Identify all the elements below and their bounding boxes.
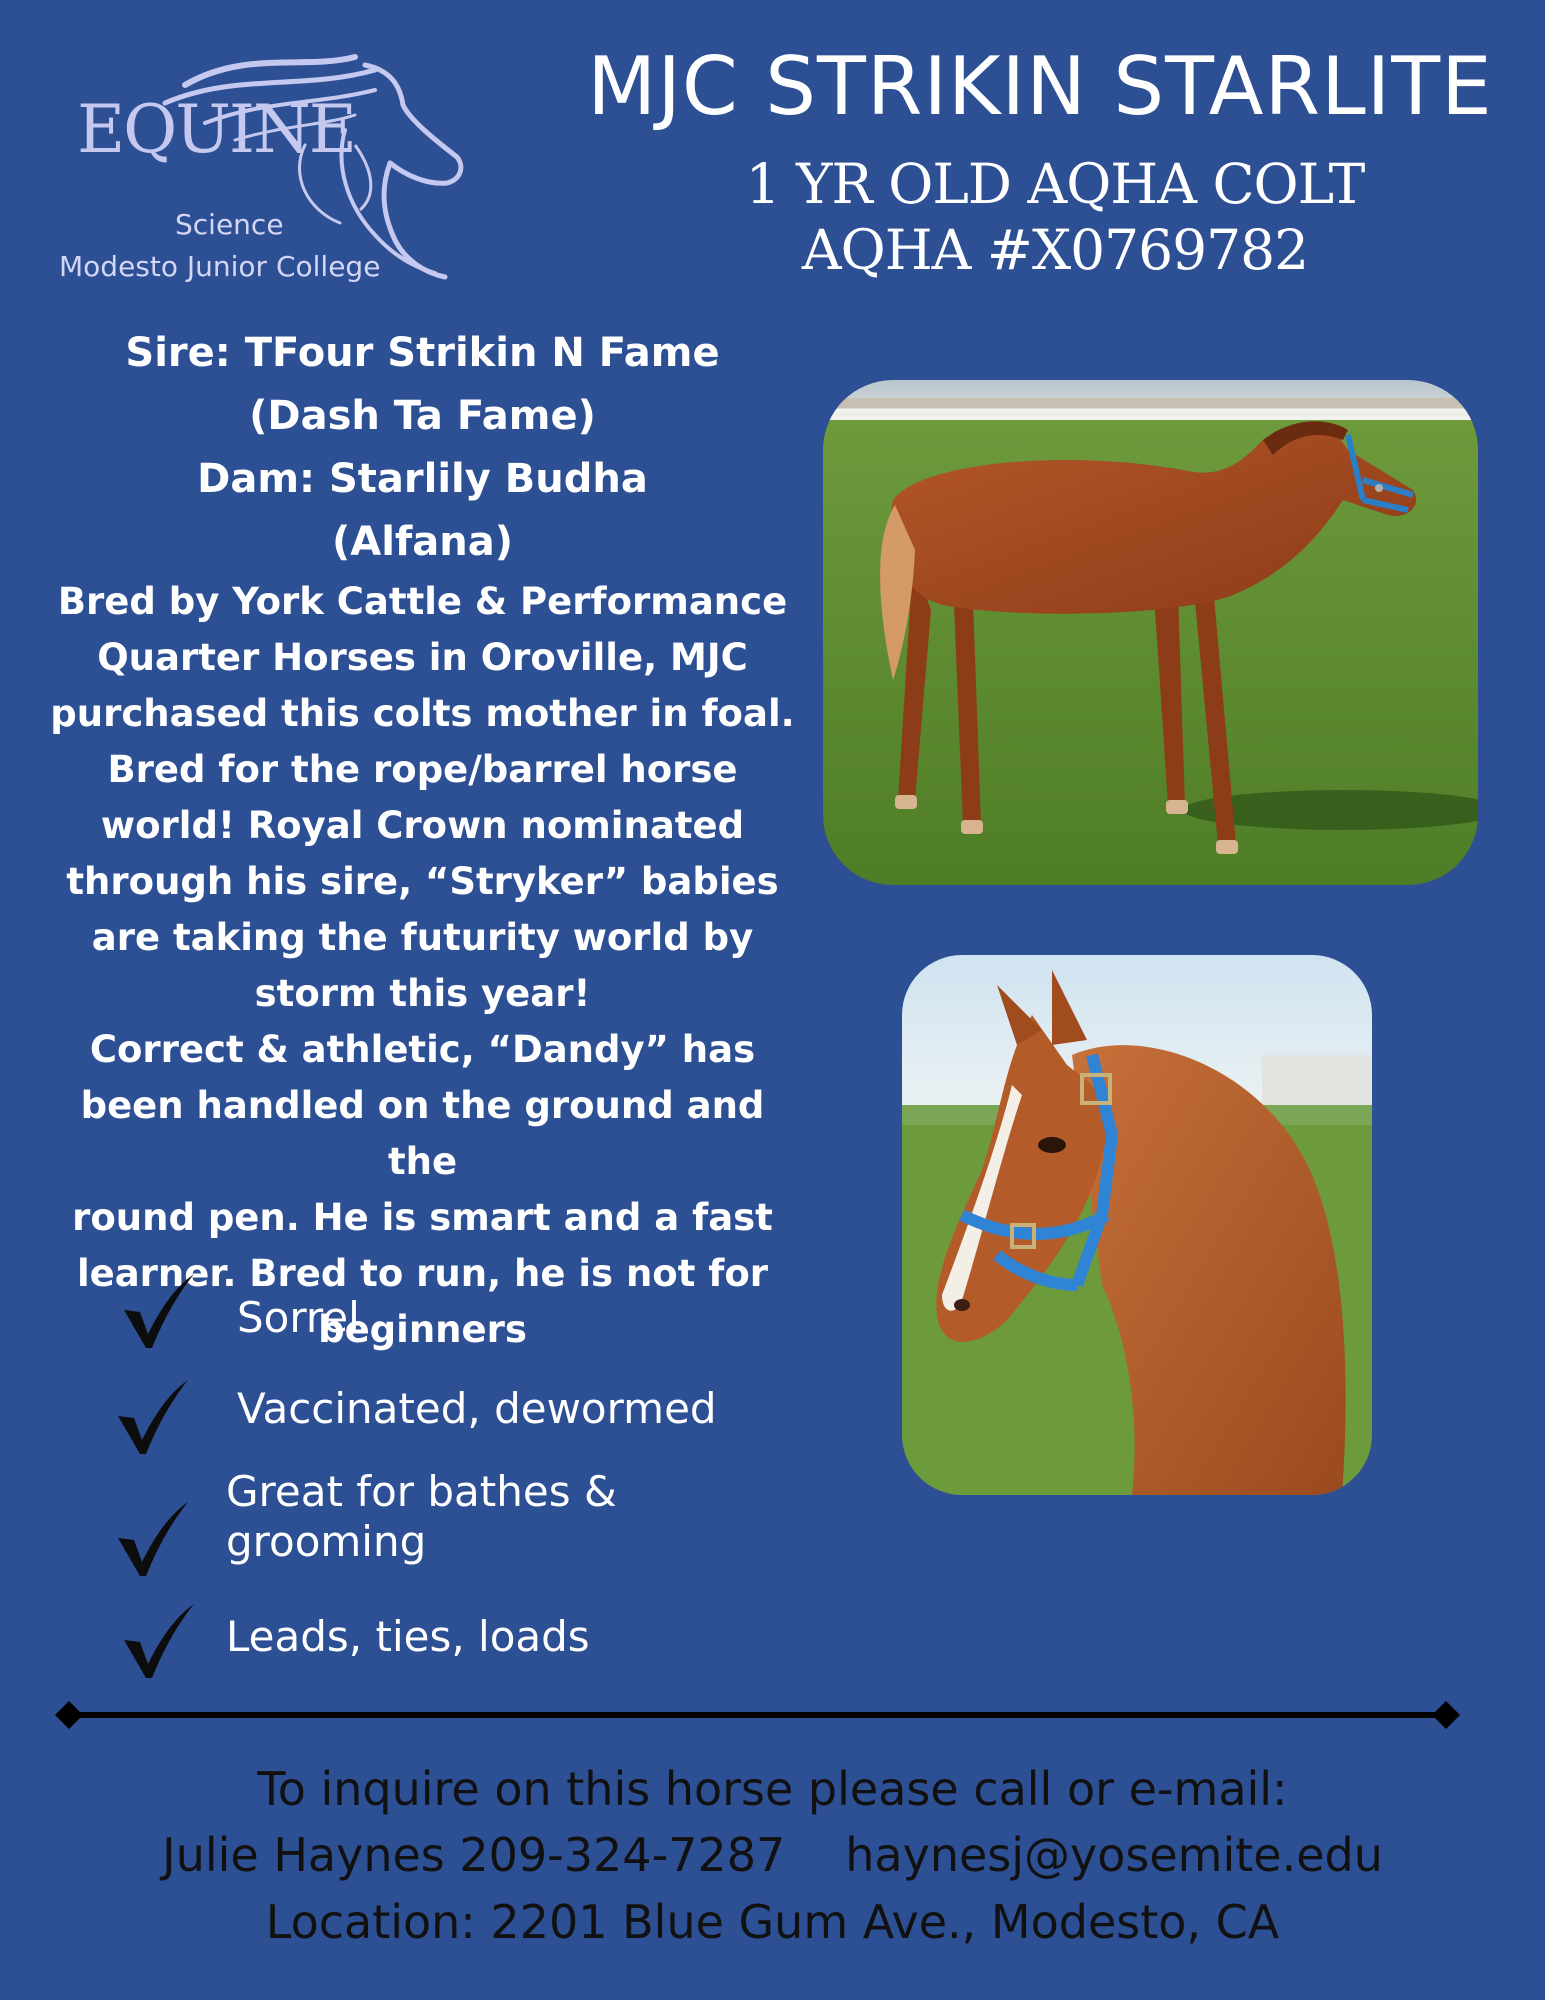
feature-grooming-line1: Great for bathes & [226, 1467, 617, 1516]
description-line: been handled on the ground and the [80, 1084, 765, 1183]
description-line: through his sire, “Stryker” babies [66, 860, 779, 903]
aqha-number-subtitle: AQHA #X0769782 [801, 218, 1309, 282]
logo-science-text: Science [175, 208, 284, 241]
description-line: beginners [318, 1308, 527, 1351]
logo-wordmark: EQUINE [77, 91, 355, 168]
description-line: learner. Bred to run, he is not for [76, 1252, 769, 1295]
checkmark-icon [112, 1500, 192, 1580]
sire-line: Sire: TFour Strikin N Fame [125, 330, 720, 376]
page-title: MJC STRIKIN STARLITE [587, 40, 1493, 133]
description-line: storm this year! [254, 972, 591, 1015]
inquiry-prompt: To inquire on this horse please call or e-mail: [257, 1762, 1288, 1816]
checkmark-icon [112, 1378, 192, 1458]
equine-science-logo [55, 45, 475, 290]
dam-pedigree-line: (Alfana) [331, 519, 514, 565]
description-line: world! Royal Crown nominated [100, 804, 745, 847]
horse-description-block [45, 322, 800, 1358]
description-line: Bred by York Cattle & Performance [57, 580, 788, 623]
location-address: Location: 2201 Blue Gum Ave., Modesto, CA [265, 1895, 1280, 1949]
feature-vaccinated: Vaccinated, dewormed [237, 1384, 717, 1433]
description-line: Quarter Horses in Oroville, MJC [97, 636, 748, 679]
contact-name-phone[interactable]: Julie Haynes 209-324-7287 [162, 1828, 786, 1882]
feature-grooming [226, 1467, 617, 1567]
logo-college-text: Modesto Junior College [59, 250, 381, 283]
contact-email-link[interactable]: haynesj@yosemite.edu [845, 1828, 1383, 1882]
colt-side-view-photo [823, 380, 1478, 885]
sire-pedigree-line: (Dash Ta Fame) [249, 393, 596, 439]
feature-grooming-line2: grooming [226, 1517, 427, 1566]
description-line: round pen. He is smart and a fast [72, 1196, 773, 1239]
feature-sorrel: Sorrel [237, 1293, 360, 1342]
checkmark-icon [118, 1272, 198, 1352]
description-line: Correct & athletic, “Dandy” has [89, 1028, 756, 1071]
section-divider [55, 1700, 1460, 1730]
contact-line [0, 1828, 1545, 1882]
dam-line: Dam: Starlily Budha [197, 456, 648, 502]
colt-head-closeup-photo [902, 955, 1372, 1495]
description-line: are taking the futurity world by [91, 916, 754, 959]
description-line: Bred for the rope/barrel horse [107, 748, 738, 791]
description-line: purchased this colts mother in foal. [50, 692, 795, 735]
checkmark-icon [118, 1602, 198, 1682]
horse-age-subtitle: 1 YR OLD AQHA COLT [745, 152, 1365, 216]
feature-leads: Leads, ties, loads [226, 1612, 590, 1661]
